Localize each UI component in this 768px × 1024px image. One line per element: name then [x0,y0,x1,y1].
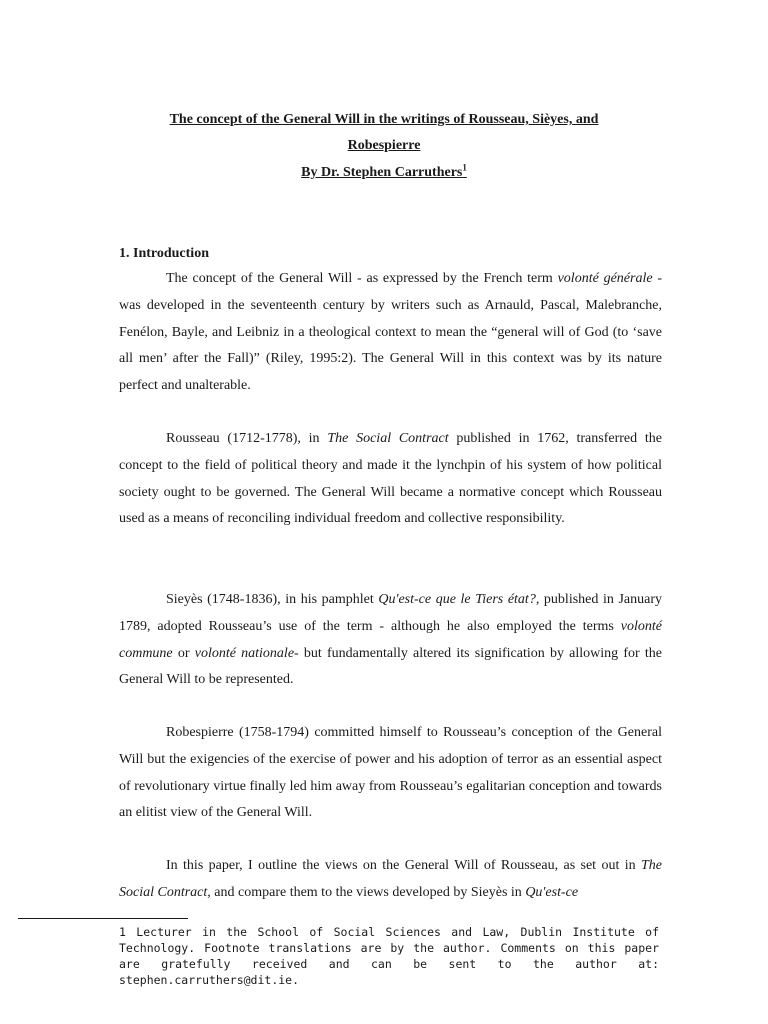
para5-pamphlet-title: Qu'est-ce [525,884,579,900]
paper-author [0,163,768,183]
author-name: By Dr. Stephen Carruthers [301,165,463,180]
paper-title-line-2: Robespierre [347,138,421,153]
para4-text: Robespierre (1758-1794) committed himself to Rousseau’s conception of the General Will but the exigencies of the exercise of power and his adoption of terror as an essential aspect of revolutionary virtue finally led him away from Rousseau’s egalitarian conception and towards an elitist view of the General Will. [119,725,662,821]
para3-term-1: volonté commune [119,618,662,661]
para1-text-b: - was developed in the seventeenth century by writers such as Arnauld, Pascal, Malebranche, Fenélon, Bayle, and Leibniz in a theological context to mean the “general will of God (to ‘save all men’ after the Fall)” (Riley, 1995:2). The General Will in this context was by its nature perfect and unalterable. [119,271,662,394]
paragraph-3 [119,587,662,694]
paragraph-1 [119,266,662,400]
para3-text-d: - but fundamentally altered its signification by allowing for the General Will to be represented. [119,645,662,688]
paper-title-line-1: The concept of the General Will in the writings of Rousseau, Sièyes, and [169,112,599,127]
para5-text-a: In this paper, I outline the views on the General Will of Rousseau, as set out in [166,858,641,873]
para3-text-b: , published in January 1789, adopted Rousseau’s use of the term - although he also employed the terms [119,592,662,634]
para2-text-b: published in 1762, transferred the concept to the field of political theory and made it the lynchpin of his system of how political society ought to be governed. The General Will became a normative concept which Rousseau used as a means of reconciling individual freedom and collective responsibility. [119,431,662,527]
para1-term: volonté générale [557,271,653,286]
para5-book-title: The Social Contract, [119,858,662,900]
paragraph-4 [119,720,662,827]
paragraph-2 [119,426,662,533]
para3-text-c: or [172,645,195,661]
para1-text-a: The concept of the General Will - as expressed by the French term [166,271,558,286]
paragraph-5 [119,853,662,907]
para2-book-title: The Social Contract [327,431,449,446]
para3-term-2: volonté nationale [194,645,295,661]
para5-text-b: and compare them to the views developed by Sieyès in [210,884,526,900]
footnote-separator [18,918,188,919]
footnote-1: 1 Lecturer in the School of Social Sciences and Law, Dublin Institute of Technology. Footnote translations are by the author. Comments on this paper are gratefully received and can be sent to the author at: stephen.carruthers@dit.ie. [119,925,659,987]
para2-text-a: Rousseau (1712-1778), in [166,431,328,446]
para3-text-a: Sieyès (1748-1836), in his pamphlet [166,592,379,607]
author-footnote-mark: 1 [462,162,467,173]
para3-pamphlet-title: Qu'est-ce que le Tiers état? [378,592,536,607]
section-heading: 1. Introduction [119,246,209,261]
